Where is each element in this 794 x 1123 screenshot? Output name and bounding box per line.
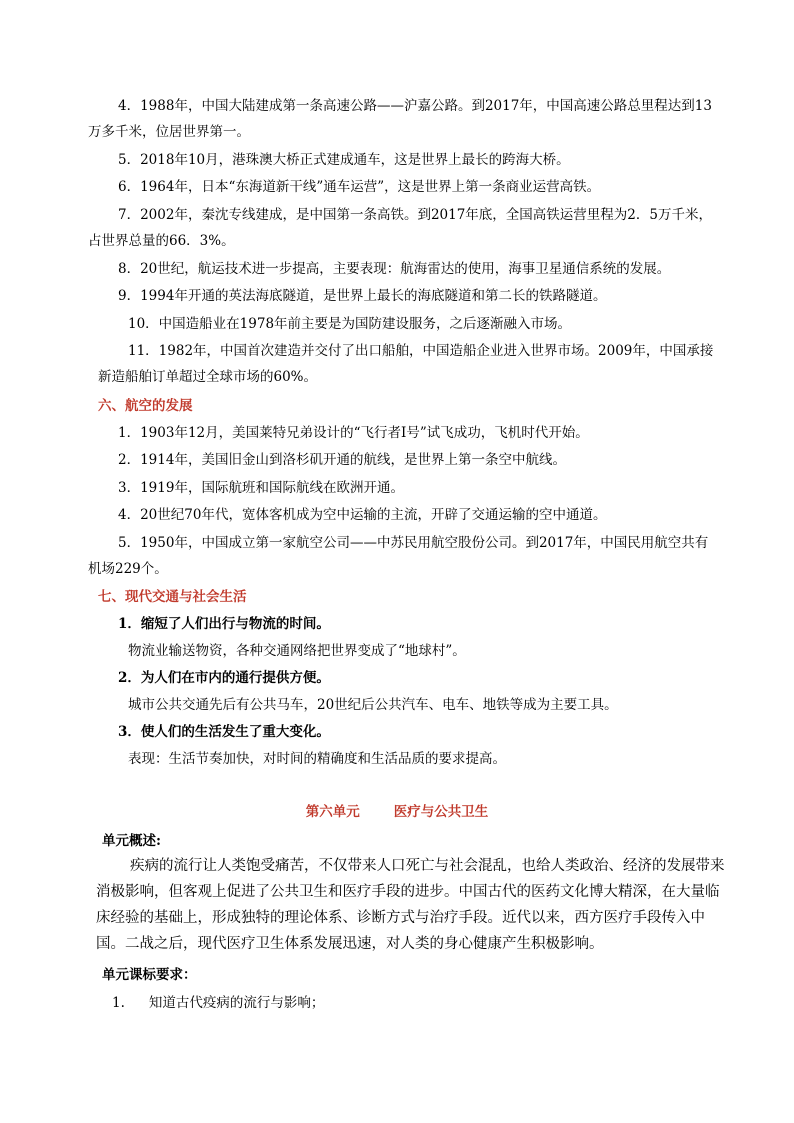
unit6-title-left: 第六单元	[305, 804, 360, 820]
aviation-item-5-line2: 机场229个。	[88, 561, 168, 577]
aviation-item-1: 1．1903年12月，美国莱特兄弟设计的“飞行者Ⅰ号”试飞成功，飞机时代开始。	[118, 425, 589, 441]
transport-item-6: 6．1964年，日本“东海道新干线”通车运营”，这是世界上第一条商业运营高铁。	[118, 179, 601, 195]
modern-point-2-title: 2．为人们在市内的通行提供方便。	[118, 670, 330, 686]
unit6-requirement-1	[88, 994, 752, 1012]
unit6-requirement-1-num: 1.	[112, 995, 125, 1011]
transport-item-8: 8．20世纪，航运技术进一步提高，主要表现：航海雷达的使用，海事卫星通信系统的发展。	[118, 261, 671, 277]
modern-point-1-body: 物流业输送物资，各种交通网络把世界变成了“地球村”。	[128, 643, 466, 659]
aviation-item-3: 3．1919年，国际航班和国际航线在欧洲开通。	[118, 480, 404, 496]
aviation-item-4: 4．20世纪70年代，宽体客机成为空中运输的主流，开辟了交通运输的空中通道。	[118, 507, 607, 523]
unit6-requirement-1-text: 知道古代疫病的流行与影响；	[148, 995, 325, 1011]
transport-item-7-line2: 占世界总量的66．3%。	[88, 233, 235, 249]
unit6-overview-label: 单元概述:	[102, 833, 161, 849]
modern-point-2-body: 城市公共交通先后有公共马车，20世纪后公共汽车、电车、地铁等成为主要工具。	[128, 697, 618, 713]
transport-item-10: 10．中国造船业在1978年前主要是为国防建设服务，之后逐渐融入市场。	[128, 316, 572, 332]
unit6-title	[0, 803, 794, 821]
transport-item-11-line1: 11．1982年，中国首次建造并交付了出口船舶，中国造船企业进入世界市场。2009年，中国承接	[128, 343, 714, 359]
aviation-heading: 六、航空的发展	[98, 398, 193, 414]
transport-item-5: 5．2018年10月，港珠澳大桥正式建成通车，这是世界上最长的跨海大桥。	[118, 152, 570, 168]
unit6-overview-text: 疾病的流行让人类饱受痛苦，不仅带来人口死亡与社会混乱，也给人类政治、经济的发展带来消极影响，但客观上促进了公共卫生和医疗手段的进步。中国古代的医药文化博大精深，在大量临床经验的基础上，形成独特的理论体系、诊断方式与治疗手段。近代以来，西方医疗手段传入中国。二战之后，现代医疗卫生体系发展迅速，对人类的身心健康产生积极影响。	[96, 858, 725, 952]
unit6-requirements-label: 单元课标要求：	[102, 967, 197, 983]
transport-item-4-line2: 万多千米，位居世界第一。	[88, 124, 250, 140]
aviation-item-2: 2．1914年，美国旧金山到洛杉矶开通的航线，是世界上第一条空中航线。	[118, 452, 566, 468]
transport-item-11-line2: 新造船舶订单超过全球市场的60%。	[98, 369, 318, 385]
transport-item-9: 9．1994年开通的英法海底隧道，是世界上最长的海底隧道和第二长的铁路隧道。	[118, 288, 607, 304]
modern-heading: 七、现代交通与社会生活	[98, 589, 247, 605]
unit6-title-right: 医疗与公共卫生	[393, 804, 489, 820]
aviation-item-5-line1: 5．1950年，中国成立第一家航空公司——中苏民用航空股份公司。到2017年，中国民用航空共有	[118, 535, 709, 551]
transport-item-4-line1: 4．1988年，中国大陆建成第一条高速公路——沪嘉公路。到2017年，中国高速公路总里程达到13	[118, 98, 712, 114]
modern-point-3-body: 表现：生活节奏加快，对时间的精确度和生活品质的要求提高。	[128, 751, 506, 767]
transport-item-7-line1: 7．2002年，秦沈专线建成，是中国第一条高铁。到2017年底，全国高铁运营里程为2．5万千米，	[118, 207, 712, 223]
modern-point-1-title: 1．缩短了人们出行与物流的时间。	[118, 616, 330, 632]
modern-point-3-title: 3．使人们的生活发生了重大变化。	[118, 724, 330, 740]
